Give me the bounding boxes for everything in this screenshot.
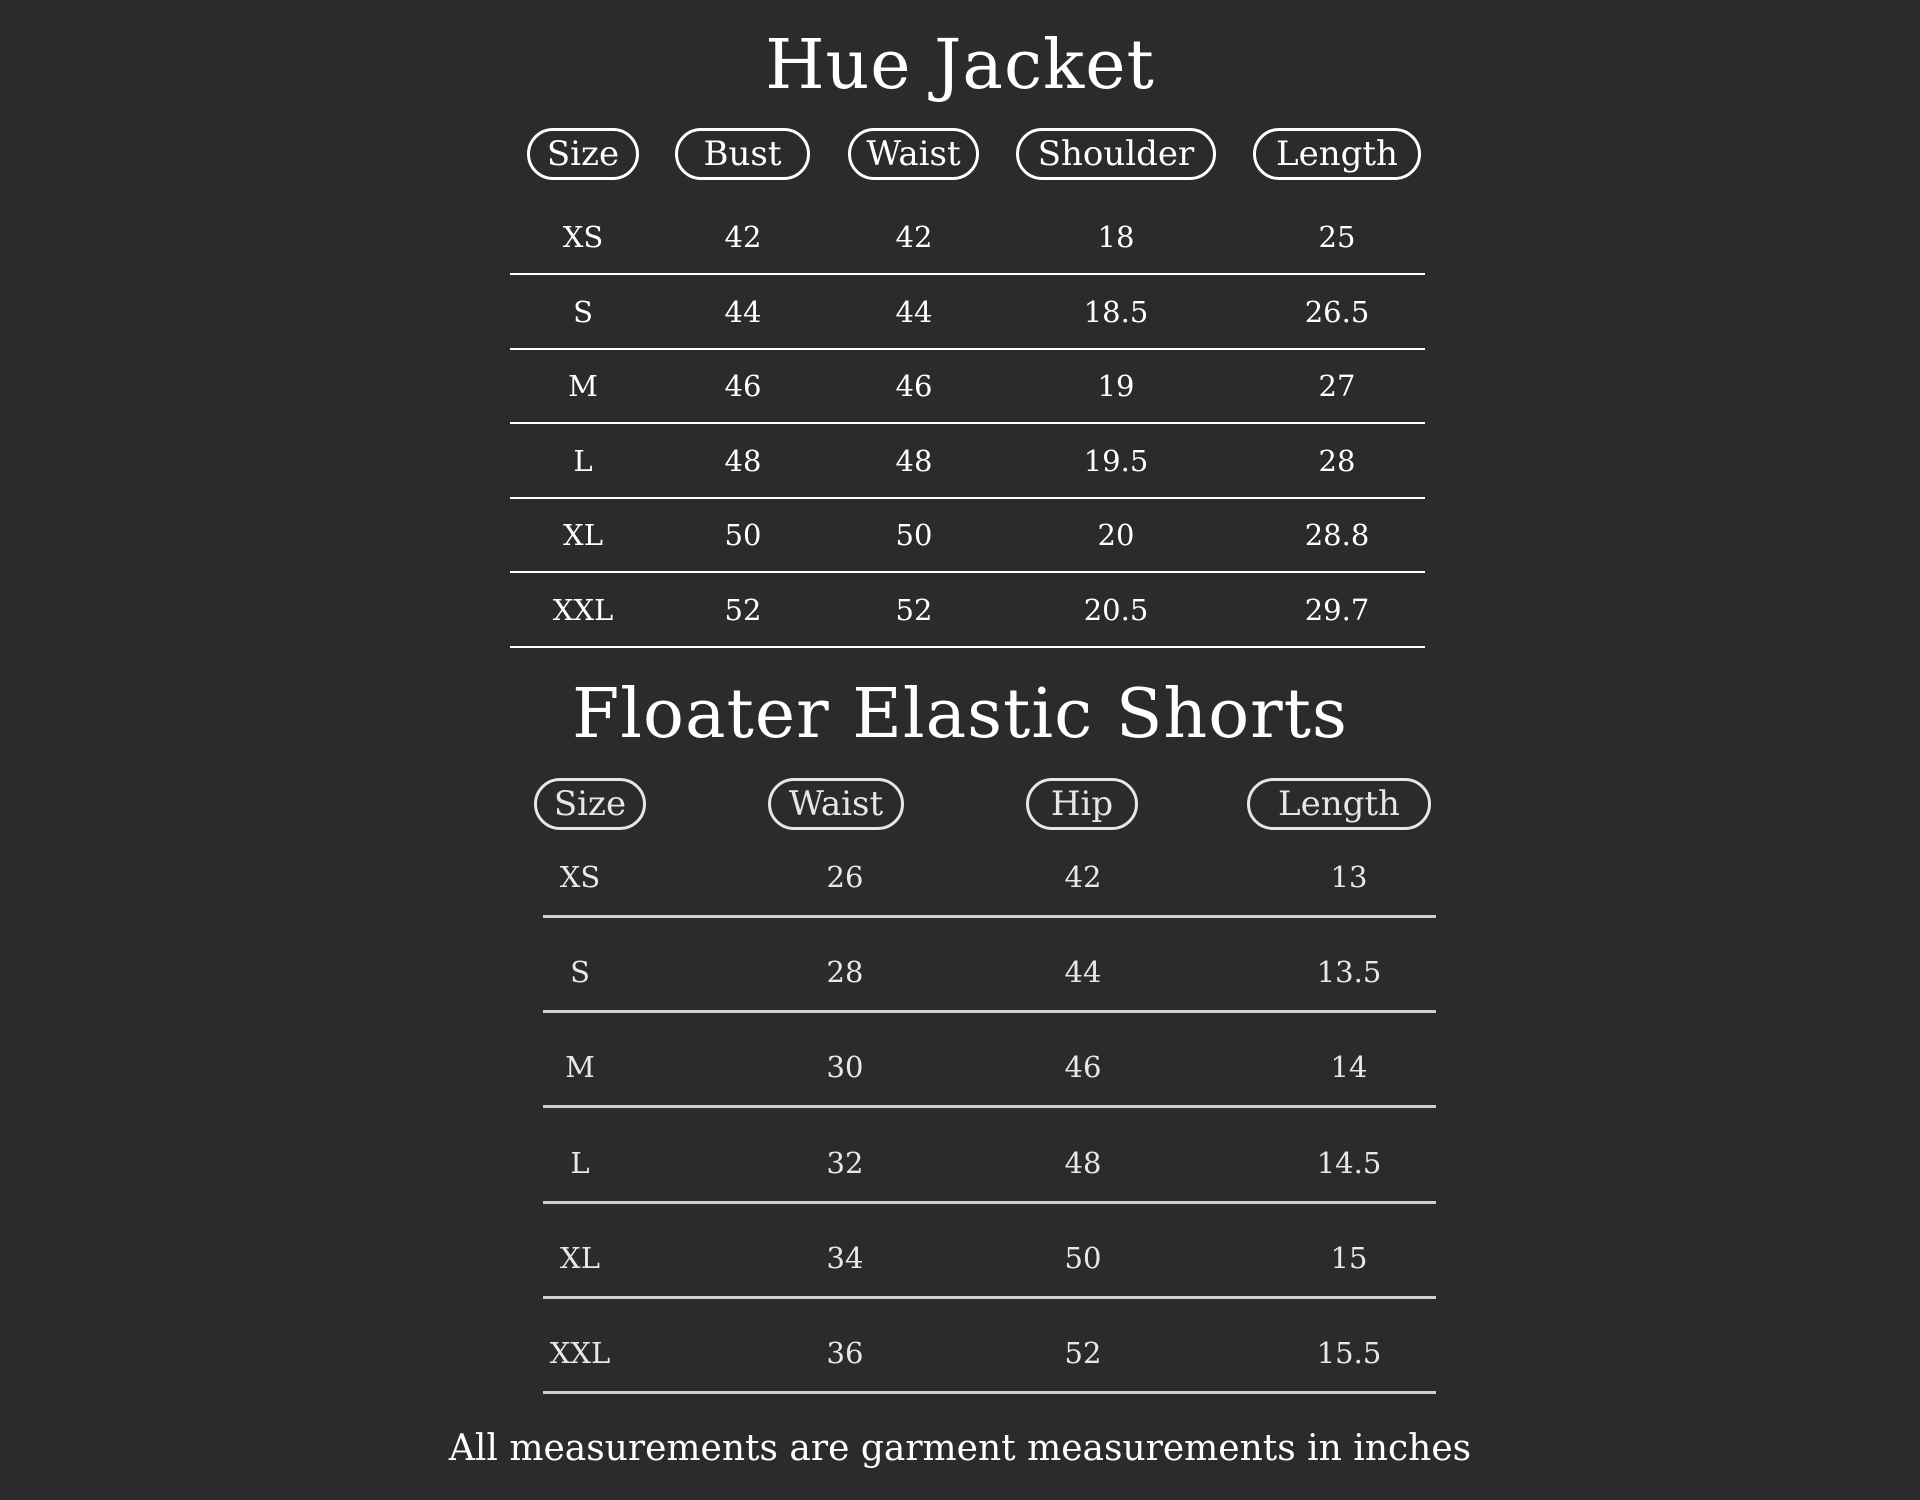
jacket-cell-bust: 44: [724, 294, 762, 329]
shorts-row-divider: [543, 915, 1436, 918]
jacket-cell-bust: 46: [724, 369, 762, 403]
shorts-cell-waist: 28: [826, 955, 864, 990]
jacket-cell-waist: 42: [895, 220, 933, 254]
jacket-header-length: Length: [1253, 128, 1421, 180]
jacket-cell-bust: 42: [724, 220, 762, 254]
jacket-cell-size: XXL: [552, 592, 614, 627]
jacket-header-bust: Bust: [675, 128, 810, 180]
jacket-cell-bust: 50: [724, 518, 762, 552]
jacket-row-divider: [510, 497, 1425, 499]
jacket-cell-bust: 48: [724, 443, 762, 478]
shorts-cell-waist: 32: [826, 1145, 864, 1180]
shorts-table-row: [0, 860, 1920, 900]
shorts-header-size: Size: [534, 778, 646, 830]
shorts-cell-length: 15.5: [1316, 1336, 1382, 1370]
jacket-header-row: [0, 128, 1920, 188]
shorts-cell-hip: 52: [1064, 1336, 1102, 1370]
shorts-title: Floater Elastic Shorts: [572, 675, 1348, 754]
shorts-table-row: [0, 1241, 1920, 1281]
shorts-cell-size: L: [570, 1145, 590, 1180]
shorts-row-divider: [543, 1105, 1436, 1108]
jacket-row-divider: [510, 422, 1425, 424]
jacket-cell-shoulder: 19.5: [1083, 443, 1149, 478]
shorts-cell-size: XL: [560, 1240, 600, 1275]
shorts-cell-hip: 44: [1064, 955, 1102, 990]
jacket-cell-length: 28.8: [1304, 518, 1370, 552]
shorts-cell-hip: 42: [1064, 860, 1102, 894]
jacket-cell-shoulder: 20: [1097, 518, 1135, 552]
shorts-cell-waist: 34: [826, 1240, 864, 1275]
shorts-table-row: [0, 955, 1920, 995]
shorts-cell-waist: 30: [826, 1050, 864, 1085]
jacket-cell-length: 27: [1318, 369, 1356, 403]
jacket-cell-size: L: [573, 443, 593, 478]
shorts-row-divider: [543, 1201, 1436, 1204]
jacket-table-row: [0, 518, 1920, 558]
jacket-cell-length: 28: [1318, 443, 1356, 478]
jacket-table-row: [0, 593, 1920, 633]
shorts-cell-length: 14.5: [1316, 1145, 1382, 1180]
jacket-cell-length: 26.5: [1304, 294, 1370, 329]
shorts-row-divider: [543, 1296, 1436, 1299]
jacket-cell-length: 29.7: [1304, 592, 1370, 627]
jacket-cell-waist: 52: [895, 592, 933, 627]
jacket-row-divider: [510, 273, 1425, 275]
jacket-cell-shoulder: 18: [1097, 220, 1135, 254]
shorts-cell-size: M: [565, 1050, 595, 1085]
jacket-size-table: [0, 128, 1920, 658]
jacket-header-shoulder: Shoulder: [1016, 128, 1216, 180]
jacket-table-row: [0, 444, 1920, 484]
shorts-size-table: [0, 778, 1920, 1398]
jacket-cell-waist: 46: [895, 369, 933, 403]
shorts-cell-size: S: [570, 955, 590, 990]
shorts-cell-length: 13: [1330, 860, 1368, 894]
jacket-table-row: [0, 369, 1920, 409]
shorts-cell-waist: 26: [826, 860, 864, 894]
shorts-header-hip: Hip: [1026, 778, 1138, 830]
jacket-cell-size: S: [573, 294, 593, 329]
jacket-header-waist: Waist: [848, 128, 979, 180]
shorts-cell-length: 15: [1330, 1240, 1368, 1275]
shorts-cell-hip: 46: [1064, 1050, 1102, 1085]
jacket-cell-length: 25: [1318, 220, 1356, 254]
shorts-cell-waist: 36: [826, 1336, 864, 1370]
shorts-header-length: Length: [1247, 778, 1431, 830]
shorts-cell-length: 13.5: [1316, 955, 1382, 990]
jacket-cell-shoulder: 19: [1097, 369, 1135, 403]
jacket-table-row: [0, 220, 1920, 260]
shorts-cell-hip: 48: [1064, 1145, 1102, 1180]
shorts-row-divider: [543, 1010, 1436, 1013]
shorts-table-row: [0, 1336, 1920, 1376]
jacket-cell-waist: 48: [895, 443, 933, 478]
jacket-cell-size: M: [568, 369, 598, 403]
shorts-header-row: [0, 778, 1920, 838]
shorts-table-row: [0, 1050, 1920, 1090]
jacket-header-size: Size: [527, 128, 639, 180]
jacket-cell-shoulder: 18.5: [1083, 294, 1149, 329]
jacket-title: Hue Jacket: [765, 26, 1155, 105]
shorts-header-waist: Waist: [768, 778, 904, 830]
jacket-cell-bust: 52: [724, 592, 762, 627]
shorts-cell-size: XXL: [549, 1336, 611, 1370]
jacket-cell-size: XL: [563, 518, 603, 552]
measurement-note: All measurements are garment measurements in inches: [448, 1428, 1472, 1469]
jacket-row-divider: [510, 571, 1425, 573]
jacket-cell-shoulder: 20.5: [1083, 592, 1149, 627]
jacket-cell-size: XS: [562, 220, 604, 254]
jacket-row-divider: [510, 348, 1425, 350]
jacket-table-row: [0, 295, 1920, 335]
shorts-cell-size: XS: [559, 860, 601, 894]
jacket-cell-waist: 44: [895, 294, 933, 329]
shorts-cell-length: 14: [1330, 1050, 1368, 1085]
shorts-row-divider: [543, 1391, 1436, 1394]
shorts-table-row: [0, 1146, 1920, 1186]
jacket-row-divider: [510, 646, 1425, 648]
shorts-cell-hip: 50: [1064, 1240, 1102, 1275]
jacket-cell-waist: 50: [895, 518, 933, 552]
